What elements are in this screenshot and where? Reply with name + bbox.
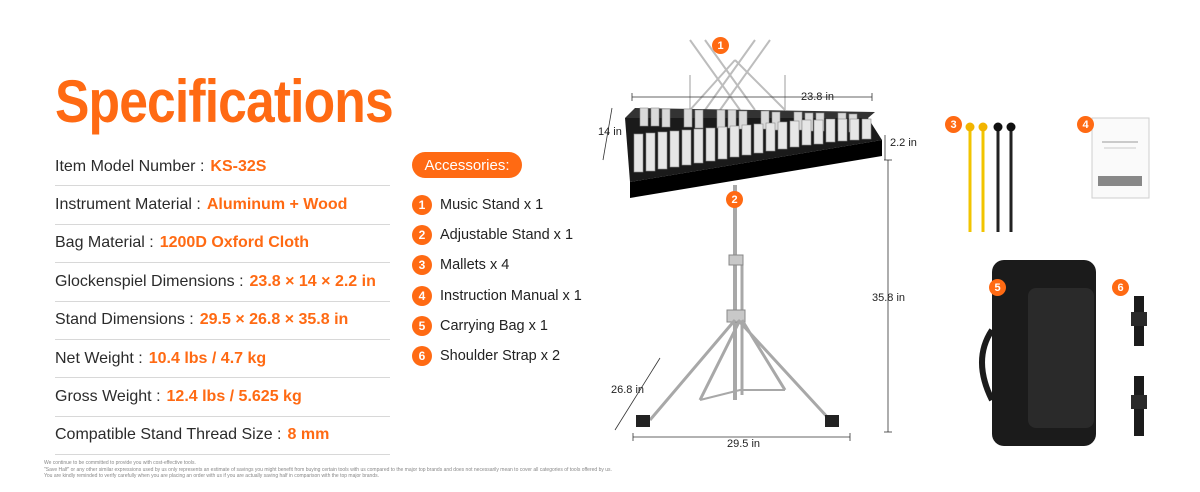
accessory-label: Shoulder Strap x 2 (440, 348, 561, 365)
page-title: Specifications (55, 68, 393, 135)
image-number-badge: 4 (1077, 116, 1094, 133)
footnote-line: We continue to be committed to provide you with cost-effective tools. (44, 460, 196, 466)
image-number-badge: 5 (989, 279, 1006, 296)
number-badge: 5 (412, 316, 432, 336)
footnote (44, 460, 612, 480)
spec-label: Glockenspiel Dimensions : (55, 272, 244, 290)
music-stand-image (690, 40, 785, 110)
footnote-line: You are kindly reminded to verify carefully when you are placing an order with us if you are actually saving half in comparison with the top major brands. (44, 473, 379, 479)
spec-value: 10.4 lbs / 4.7 kg (148, 349, 267, 367)
number-badge: 6 (412, 346, 432, 366)
spec-value: 1200D Oxford Cloth (159, 234, 310, 252)
accessory-label: Music Stand x 1 (440, 197, 544, 214)
dimension-depth-label: 14 in (598, 126, 622, 138)
accessory-label: Adjustable Stand x 1 (440, 227, 574, 244)
spec-value: 23.8 × 14 × 2.2 in (249, 272, 376, 290)
dimension-stand-width-label: 29.5 in (727, 438, 761, 450)
accessory-label: Instruction Manual x 1 (440, 287, 582, 304)
spec-value: 8 mm (287, 426, 330, 444)
spec-label: Net Weight : (55, 349, 143, 367)
spec-value: KS-32S (210, 157, 267, 175)
accessory-label: Carrying Bag x 1 (440, 317, 548, 334)
dimension-stand-depth-label: 26.8 in (611, 384, 645, 396)
spec-label: Compatible Stand Thread Size : (55, 426, 282, 444)
adjustable-stand-image (636, 185, 839, 427)
mallets-image (966, 123, 1016, 233)
image-number-badge: 6 (1112, 279, 1129, 296)
image-number-badge: 1 (712, 37, 729, 54)
accessories-heading: Accessories: (412, 152, 522, 178)
glockenspiel-image (625, 108, 882, 198)
image-number-badge: 2 (726, 191, 743, 208)
spec-label: Stand Dimensions : (55, 311, 194, 329)
spec-value: Aluminum + Wood (206, 196, 348, 214)
footnote-line: "Save Half" or any other similar expressions used by us only represents an estimate of savings you might benefit from buying certain tools with us compared to the major top brands and does not necessarily mean to cover all categories of tools offered by us. (44, 466, 612, 473)
spec-label: Gross Weight : (55, 388, 161, 406)
shoulder-strap-image (1131, 296, 1147, 436)
image-number-badge: 3 (945, 116, 962, 133)
spec-label: Bag Material : (55, 234, 154, 252)
instruction-manual-image (1092, 118, 1149, 198)
number-badge: 2 (412, 225, 432, 245)
spec-label: Item Model Number : (55, 157, 205, 175)
dimension-width-label: 23.8 in (801, 91, 835, 103)
accessory-label: Mallets x 4 (440, 257, 510, 274)
spec-value: 12.4 lbs / 5.625 kg (166, 388, 302, 406)
dimension-height-label: 2.2 in (890, 137, 917, 149)
spec-label: Instrument Material : (55, 196, 201, 214)
dimension-stand-height-label: 35.8 in (872, 292, 906, 304)
number-badge: 3 (412, 255, 432, 275)
spec-value: 29.5 × 26.8 × 35.8 in (199, 311, 349, 329)
number-badge: 4 (412, 286, 432, 306)
number-badge: 1 (412, 195, 432, 215)
